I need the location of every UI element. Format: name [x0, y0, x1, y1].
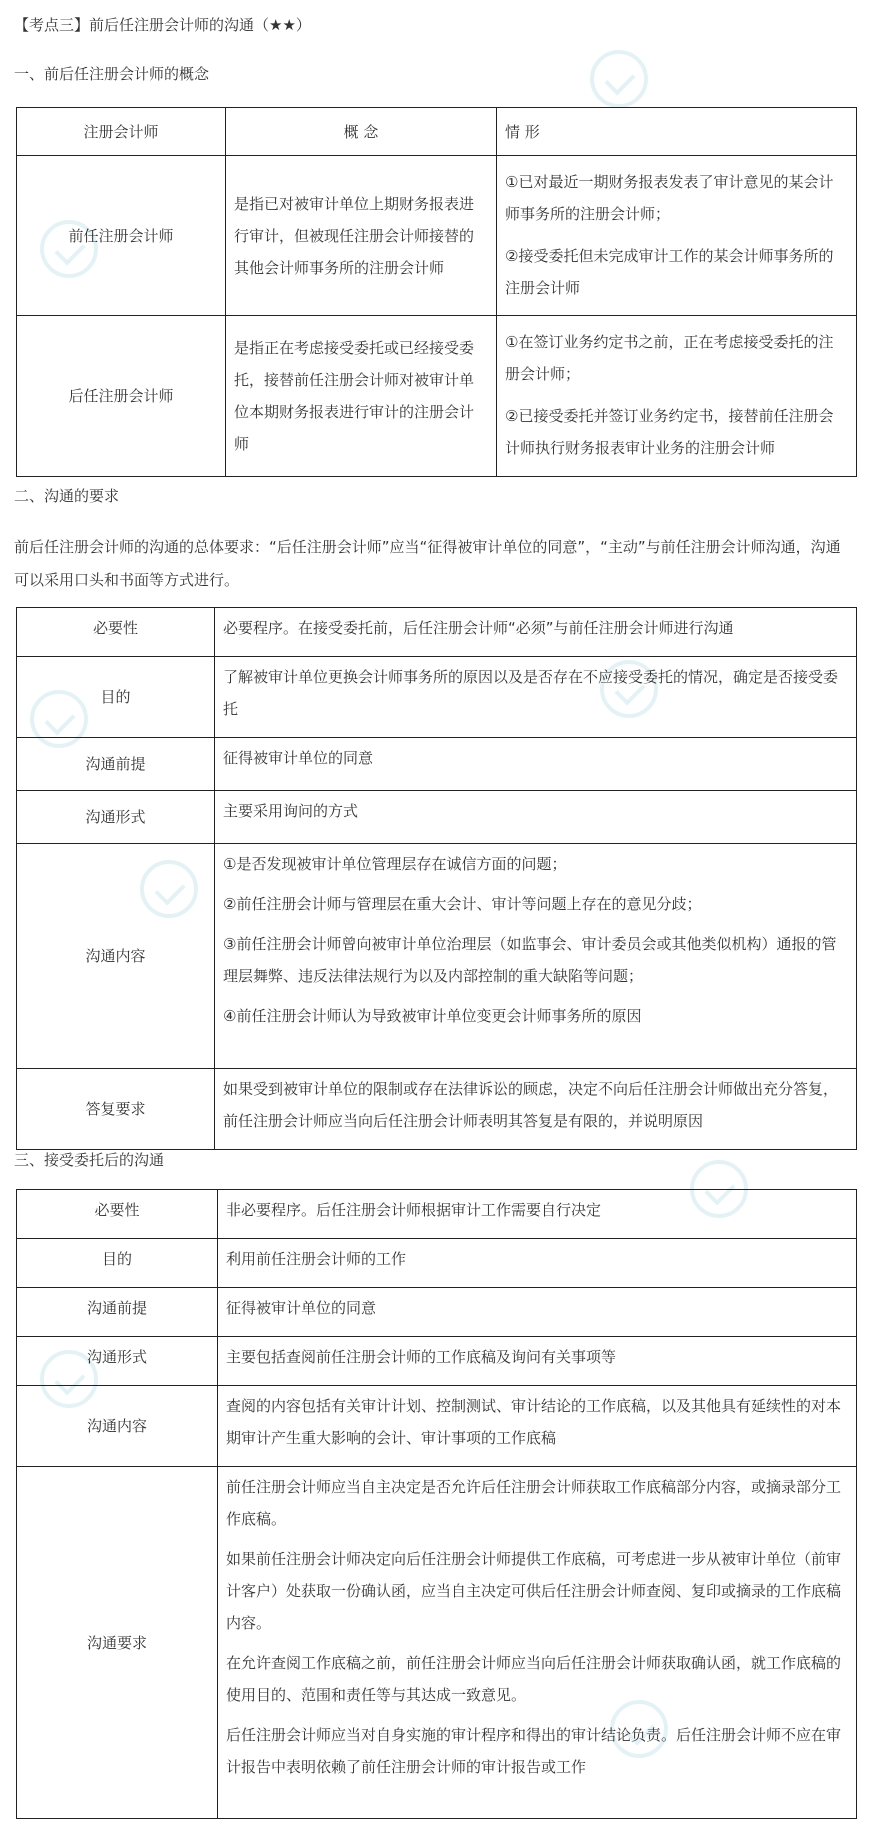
row-content: 非必要程序。后任注册会计师根据审计工作需要自行决定 — [218, 1190, 857, 1239]
row-content — [218, 1467, 857, 1819]
cases-cell — [497, 316, 857, 477]
row-content: 主要包括查阅前任注册会计师的工作底稿及询问有关事项等 — [218, 1337, 857, 1386]
watermark-logo — [590, 50, 648, 108]
requirements-table — [16, 607, 857, 1150]
requirement-item: 前任注册会计师应当自主决定是否允许后任注册会计师获取工作底稿部分内容，或摘录部分工作底稿。 — [226, 1478, 842, 1528]
row-content: 必要程序。在接受委托前，后任注册会计师“必须”与前任注册会计师进行沟通 — [215, 608, 857, 657]
row-label: 前任注册会计师 — [17, 156, 226, 316]
section-heading-1: 一、前后任注册会计师的概念 — [14, 65, 210, 83]
row-label: 沟通内容 — [17, 1386, 218, 1467]
row-content: 利用前任注册会计师的工作 — [218, 1239, 857, 1288]
row-label: 沟通前提 — [17, 1288, 218, 1337]
requirement-item: 在允许查阅工作底稿之前，前任注册会计师应当向后任注册会计师获取确认函，就工作底稿的使用目的、范围和责任等与其达成一致意见。 — [226, 1654, 842, 1704]
case-item: ①已对最近一期财务报表发表了审计意见的某会计师事务所的注册会计师； — [505, 173, 834, 223]
row-label: 答复要求 — [17, 1069, 215, 1150]
case-item: ②已接受委托并签订业务约定书，接替前任注册会计师执行财务报表审计业务的注册会计师 — [505, 407, 834, 457]
row-content — [215, 844, 857, 1069]
column-header: 概 念 — [226, 108, 497, 156]
row-label: 后任注册会计师 — [17, 316, 226, 477]
post-engagement-table — [16, 1189, 857, 1819]
page-title: 【考点三】前后任注册会计师的沟通（★★） — [14, 16, 311, 34]
cases-cell — [497, 156, 857, 316]
row-label: 必要性 — [17, 1190, 218, 1239]
row-content: 主要采用询问的方式 — [215, 791, 857, 844]
case-item: ②接受委托但未完成审计工作的某会计师事务所的注册会计师 — [505, 247, 834, 297]
row-label: 沟通内容 — [17, 844, 215, 1069]
row-label: 沟通前提 — [17, 738, 215, 791]
content-item: ③前任注册会计师曾向被审计单位治理层（如监事会、审计委员会或其他类似机构）通报的管理层舞弊、违反法律法规行为以及内部控制的重大缺陷等问题； — [223, 935, 837, 985]
concept-table — [16, 107, 857, 477]
case-item: ①在签订业务约定书之前，正在考虑接受委托的注册会计师； — [505, 333, 834, 383]
row-label: 目的 — [17, 657, 215, 738]
requirement-item: 如果前任注册会计师决定向后任注册会计师提供工作底稿，可考虑进一步从被审计单位（前审计客户）处获取一份确认函，应当自主决定可供后任注册会计师查阅、复印或摘录的工作底稿内容。 — [226, 1550, 842, 1632]
requirement-item: 后任注册会计师应当对自身实施的审计程序和得出的审计结论负责。后任注册会计师不应在审计报告中表明依赖了前任注册会计师的审计报告或工作 — [226, 1726, 842, 1776]
content-item: ①是否发现被审计单位管理层存在诚信方面的问题； — [223, 855, 567, 873]
concept-cell: 是指正在考虑接受委托或已经接受委托，接替前任注册会计师对被审计单位本期财务报表进行审计的注册会计师 — [226, 316, 497, 477]
column-header: 情 形 — [497, 108, 857, 156]
row-content: 征得被审计单位的同意 — [218, 1288, 857, 1337]
row-content: 征得被审计单位的同意 — [215, 738, 857, 791]
row-label: 沟通要求 — [17, 1467, 218, 1819]
column-header: 注册会计师 — [17, 108, 226, 156]
section-heading-2: 二、沟通的要求 — [14, 487, 120, 505]
row-content: 了解被审计单位更换会计师事务所的原因以及是否存在不应接受委托的情况，确定是否接受委托 — [215, 657, 857, 738]
row-label: 目的 — [17, 1239, 218, 1288]
row-label: 沟通形式 — [17, 1337, 218, 1386]
row-label: 必要性 — [17, 608, 215, 657]
content-item: ②前任注册会计师与管理层在重大会计、审计等问题上存在的意见分歧； — [223, 895, 702, 913]
content-item: ④前任注册会计师认为导致被审计单位变更会计师事务所的原因 — [223, 1007, 642, 1025]
row-content: 查阅的内容包括有关审计计划、控制测试、审计结论的工作底稿，以及其他具有延续性的对本期审计产生重大影响的会计、审计事项的工作底稿 — [218, 1386, 857, 1467]
row-content: 如果受到被审计单位的限制或存在法律诉讼的顾虑，决定不向后任注册会计师做出充分答复，前任注册会计师应当向后任注册会计师表明其答复是有限的，并说明原因 — [215, 1069, 857, 1150]
row-label: 沟通形式 — [17, 791, 215, 844]
intro-paragraph: 前后任注册会计师的沟通的总体要求：“后任注册会计师”应当“征得被审计单位的同意”，“主动”与前任注册会计师沟通，沟通可以采用口头和书面等方式进行。 — [14, 538, 841, 589]
section-heading-3: 三、接受委托后的沟通 — [14, 1151, 165, 1169]
concept-cell: 是指已对被审计单位上期财务报表进行审计，但被现任注册会计师接替的其他会计师事务所的注册会计师 — [226, 156, 497, 316]
